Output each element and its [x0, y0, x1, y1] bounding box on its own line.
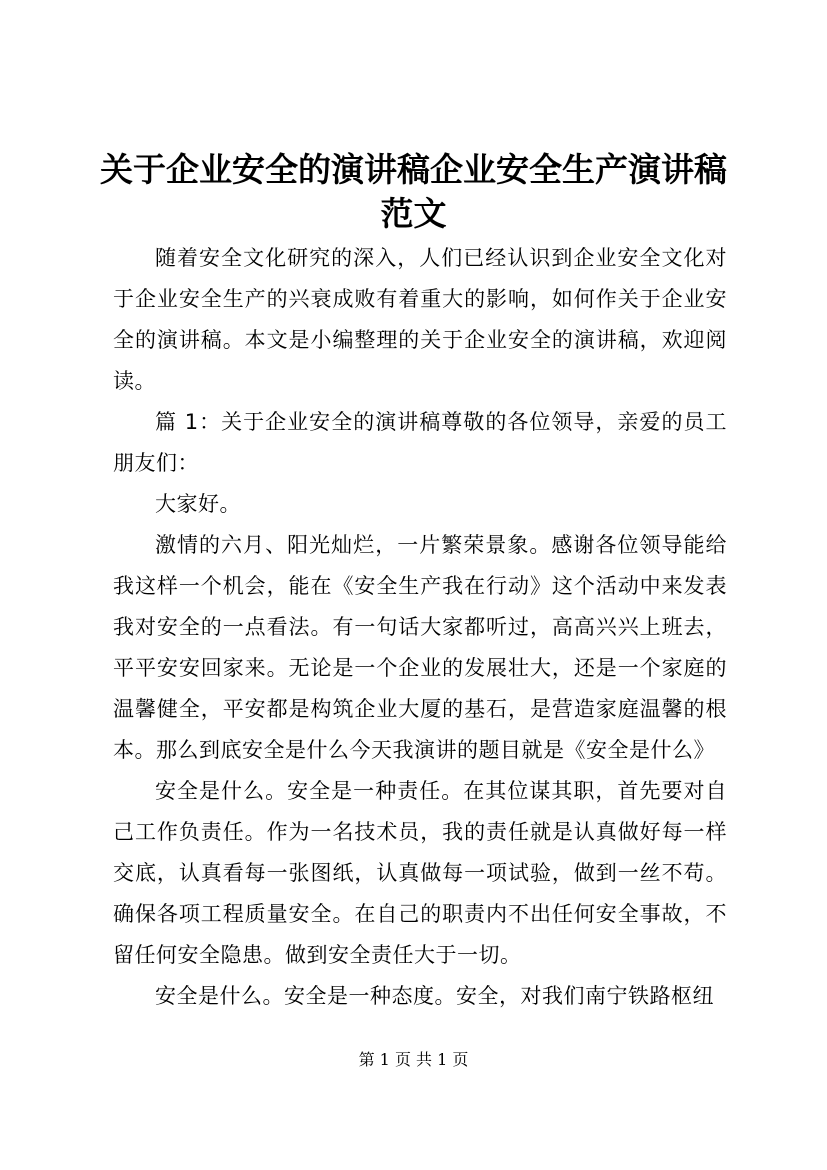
paragraph-section-heading: 篇 1：关于企业安全的演讲稿尊敬的各位领导，亲爱的员工朋友们： — [113, 410, 727, 475]
paragraph-greeting: 大家好。 — [155, 492, 241, 516]
document-body — [113, 238, 727, 1017]
paragraph-intro: 随着安全文化研究的深入，人们已经认识到企业安全文化对于企业安全生产的兴衰成败有着重大的影响，如何作关于企业安全的演讲稿。本文是小编整理的关于企业安全的演讲稿，欢迎阅读。 — [113, 246, 727, 393]
page-footer: 第 1 页 共 1 页 — [358, 1050, 469, 1069]
paragraph-responsibility: 安全是什么。安全是一种责任。在其位谋其职，首先要对自己工作负责任。作为一名技术员，我的责任就是认真做好每一样交底，认真看每一张图纸，认真做每一项试验，做到一丝不苟。确保各项工程质量安全。在自己的职责内不出任何安全事故，不留任何安全隐患。做到安全责任大于一切。 — [113, 779, 727, 967]
document-title: 关于企业安全的演讲稿企业安全生产演讲稿范文 — [100, 150, 727, 233]
paragraph-opening: 激情的六月、阳光灿烂，一片繁荣景象。感谢各位领导能给我这样一个机会，能在《安全生产我在行动》这个活动中来发表我对安全的一点看法。有一句话大家都听过，高高兴兴上班去，平平安安回家来。无论是一个企业的发展壮大，还是一个家庭的温馨健全，平安都是构筑企业大厦的基石，是营造家庭温馨的根本。那么到底安全是什么今天我演讲的题目就是《安全是什么》 — [113, 533, 727, 762]
paragraph-attitude: 安全是什么。安全是一种态度。安全，对我们南宁铁路枢纽 — [155, 984, 714, 1008]
